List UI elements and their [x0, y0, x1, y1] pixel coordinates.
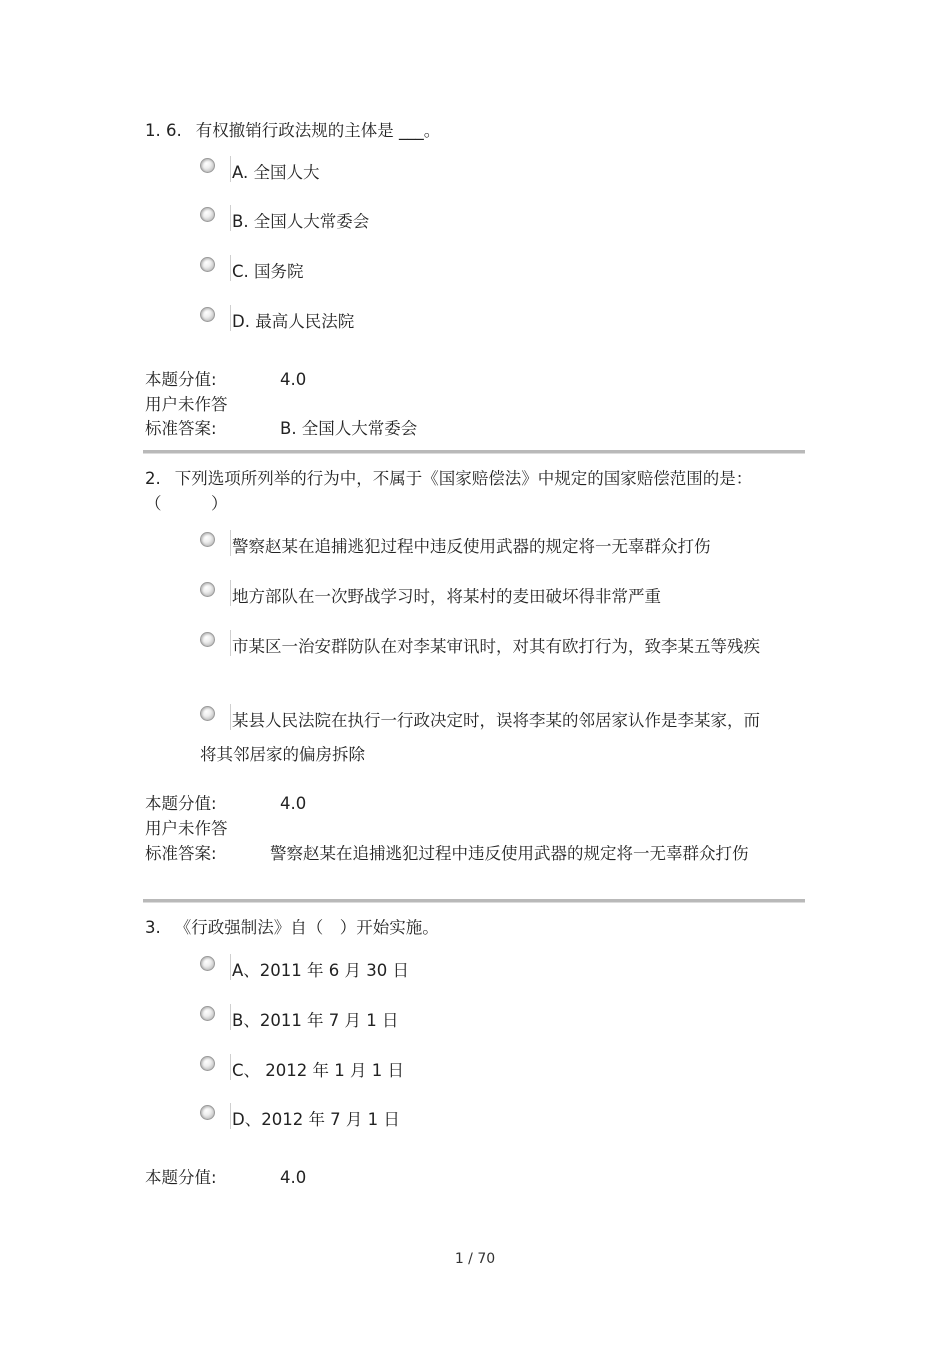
question-1-option-c[interactable]	[200, 255, 780, 289]
radio-icon[interactable]	[200, 632, 215, 647]
question-3-score	[145, 1165, 306, 1190]
radio-icon[interactable]	[200, 257, 215, 272]
radio-icon[interactable]	[200, 956, 215, 971]
question-1-option-a[interactable]	[200, 156, 780, 190]
option-divider	[230, 255, 231, 281]
score-label: 本题分值:	[145, 1168, 217, 1187]
question-divider	[143, 450, 805, 454]
question-number: 2.	[145, 469, 161, 488]
question-3-stem	[145, 915, 785, 940]
option-divider	[230, 1004, 231, 1030]
score-label: 本题分值:	[145, 794, 217, 813]
option-divider	[230, 530, 231, 556]
question-1-option-b[interactable]	[200, 205, 780, 239]
option-label: C、 2012 年 1 月 1 日	[232, 1061, 404, 1080]
question-1-answer	[145, 416, 417, 441]
question-3-option-c[interactable]	[200, 1054, 780, 1088]
radio-icon[interactable]	[200, 207, 215, 222]
question-2-status	[145, 816, 228, 841]
answer-status: 用户未作答	[145, 395, 228, 414]
question-number: 3.	[145, 918, 161, 937]
question-2-option-1[interactable]	[200, 530, 780, 564]
question-text: 《行政强制法》自（ ）开始实施。	[174, 918, 439, 937]
page-number: 1 / 70	[454, 1251, 496, 1267]
option-label: C. 国务院	[232, 262, 304, 281]
question-2-score	[145, 791, 306, 816]
option-divider	[230, 1054, 231, 1080]
option-divider	[230, 954, 231, 980]
option-divider	[230, 305, 231, 331]
question-2-stem	[145, 466, 770, 516]
question-2-option-2[interactable]	[200, 580, 780, 614]
question-3-option-a[interactable]	[200, 954, 780, 988]
answer-label: 标准答案:	[145, 844, 217, 863]
option-divider	[230, 156, 231, 182]
option-label: 警察赵某在追捕逃犯过程中违反使用武器的规定将一无辜群众打伤	[232, 537, 711, 556]
score-value: 4.0	[280, 370, 307, 389]
score-value: 4.0	[280, 794, 307, 813]
question-text: 下列选项所列举的行为中，不属于《国家赔偿法》中规定的国家赔偿范围的是：（ ）	[145, 469, 753, 513]
option-divider	[230, 630, 231, 656]
radio-icon[interactable]	[200, 706, 215, 721]
answer-value: 警察赵某在追捕逃犯过程中违反使用武器的规定将一无辜群众打伤	[270, 844, 749, 863]
score-value: 4.0	[280, 1168, 307, 1187]
question-1-score	[145, 367, 306, 392]
option-divider	[230, 1103, 231, 1129]
question-3-option-d[interactable]	[200, 1103, 780, 1137]
radio-icon[interactable]	[200, 158, 215, 173]
question-2-option-4[interactable]	[200, 704, 760, 772]
radio-icon[interactable]	[200, 532, 215, 547]
option-label: A. 全国人大	[232, 163, 320, 182]
radio-icon[interactable]	[200, 1006, 215, 1021]
option-label: A、2011 年 6 月 30 日	[232, 961, 409, 980]
option-label: D、2012 年 7 月 1 日	[232, 1110, 400, 1129]
option-divider	[230, 580, 231, 606]
answer-label: 标准答案:	[145, 419, 217, 438]
score-label: 本题分值:	[145, 370, 217, 389]
option-label: 市某区一治安群防队在对李某审讯时，对其有欧打行为，致李某五等残疾	[232, 637, 760, 656]
radio-icon[interactable]	[200, 1056, 215, 1071]
option-label: 某县人民法院在执行一行政决定时，误将李某的邻居家认作是李某家，而将其邻居家的偏房拆除	[200, 711, 760, 764]
option-label: B、2011 年 7 月 1 日	[232, 1011, 399, 1030]
radio-icon[interactable]	[200, 307, 215, 322]
question-text: 有权撤销行政法规的主体是 ___。	[195, 121, 441, 140]
question-1-stem	[145, 118, 785, 143]
option-label: D. 最高人民法院	[232, 312, 355, 331]
option-label: 地方部队在一次野战学习时，将某村的麦田破坏得非常严重	[232, 587, 661, 606]
option-label: B. 全国人大常委会	[232, 212, 370, 231]
question-divider	[143, 899, 805, 903]
radio-icon[interactable]	[200, 1105, 215, 1120]
option-divider	[230, 205, 231, 231]
question-1-status	[145, 392, 228, 417]
question-3-option-b[interactable]	[200, 1004, 780, 1038]
question-2-option-3[interactable]	[200, 630, 772, 664]
question-number: 1. 6.	[145, 121, 182, 140]
question-2-answer	[145, 841, 775, 866]
answer-value: B. 全国人大常委会	[280, 419, 418, 438]
question-1-option-d[interactable]	[200, 305, 780, 339]
option-divider	[230, 704, 231, 730]
radio-icon[interactable]	[200, 582, 215, 597]
answer-status: 用户未作答	[145, 819, 228, 838]
